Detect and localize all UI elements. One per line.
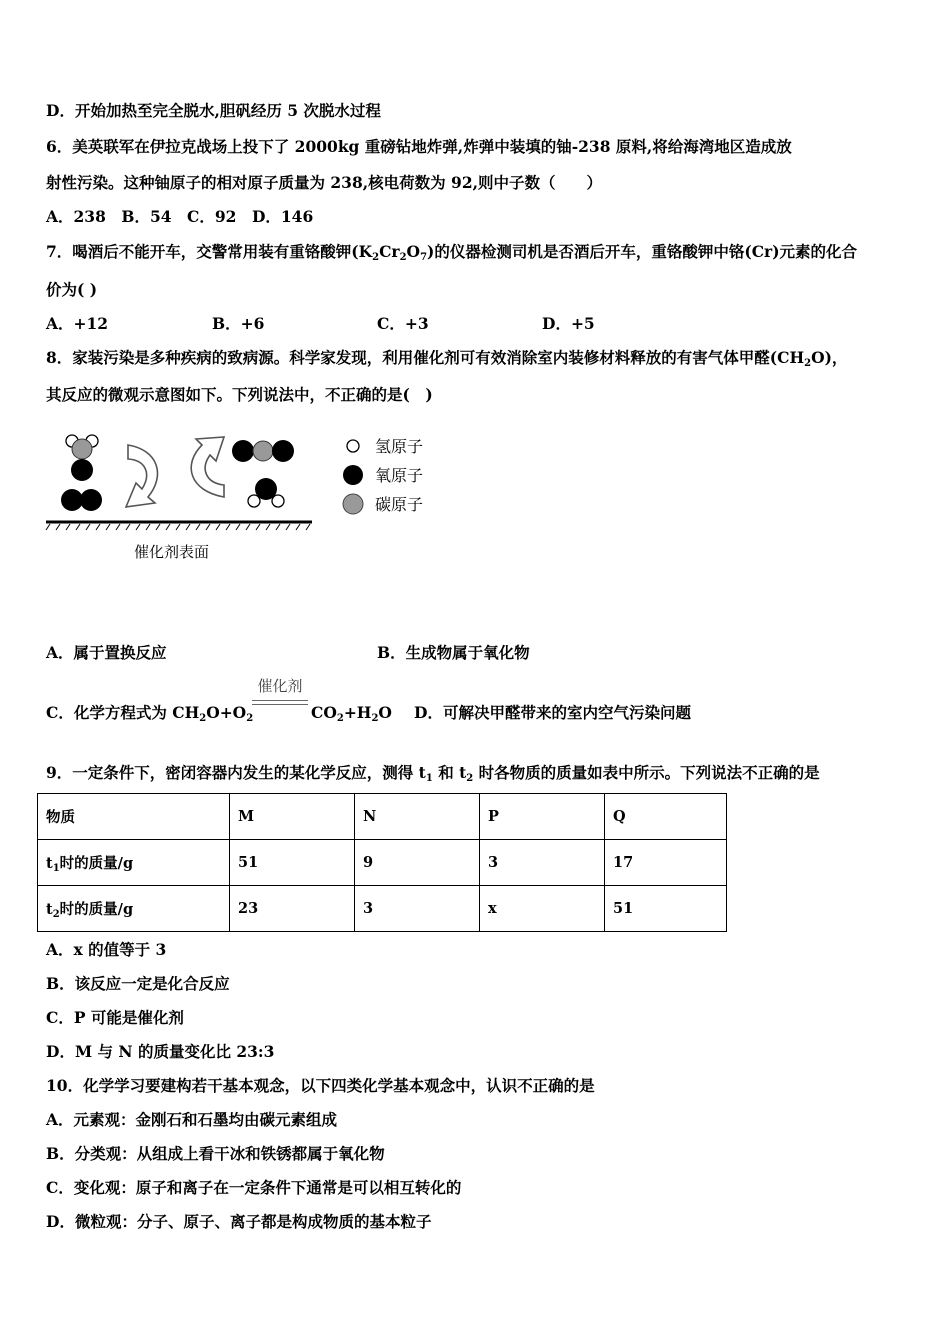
table-header-cell: M xyxy=(230,794,355,840)
curved-arrow-down-icon xyxy=(126,445,158,507)
q7-stem-line2: 价为( ) xyxy=(46,280,98,299)
oxygen-atom xyxy=(61,489,83,511)
legend-carbon-icon xyxy=(343,494,363,514)
table-cell: 17 xyxy=(605,840,727,886)
table-header-row xyxy=(38,794,727,840)
q8-stem-line1: 8．家装污染是多种疾病的致病源。科学家发现，利用催化剂可有效消除室内装修材料释放的有害气体甲醛$(CH_2O)$， xyxy=(46,348,848,369)
catalyst-equals-sign xyxy=(252,676,308,705)
carbon-atom xyxy=(253,441,273,461)
table-cell: 3 xyxy=(480,840,605,886)
table-cell: 51 xyxy=(605,886,727,932)
q8-option-a: A．属于置换反应 xyxy=(46,643,167,662)
reaction-diagram xyxy=(40,425,460,570)
catalyst-label: 催化剂 xyxy=(257,677,303,695)
q9-option-d: D．M 与 N 的质量变化比 23:3 xyxy=(46,1042,275,1061)
table-header-cell: N xyxy=(355,794,480,840)
q10-option-a: A．元素观：金刚石和石墨均由碳元素组成 xyxy=(46,1110,338,1129)
q6-stem-line1: 6．美英联军在伊拉克战场上投下了 2000kg 重磅钻地炸弹,炸弹中装填的铀-238 原料,将给海湾地区造成放 xyxy=(46,137,792,156)
table-row xyxy=(38,840,727,886)
table-cell: x xyxy=(480,886,605,932)
legend-hydrogen-label: 氢原子 xyxy=(375,437,424,456)
q6-options: A．238 B．54 C．92 D．146 xyxy=(46,207,314,226)
q10-stem: 10．化学学习要建构若干基本观念，以下四类化学基本观念中，认识不正确的是 xyxy=(46,1076,595,1095)
q7-option-b: B．+6 xyxy=(212,314,265,333)
q7-option-c: C．+3 xyxy=(377,314,429,333)
q7-stem-line1: 7．喝酒后不能开车，交警常用装有重铬酸钾$(K_2Cr_2O_7)$的仪器检测司机是否酒后开车，重铬酸钾中铬(Cr)元素的化合 xyxy=(46,242,858,263)
q7-option-d: D．+5 xyxy=(542,314,595,333)
q10-option-b: B．分类观：从组成上看干冰和铁锈都属于氧化物 xyxy=(46,1144,385,1163)
surface-hatching xyxy=(46,524,310,530)
table-header-cell: Q xyxy=(605,794,727,840)
legend-carbon-label: 碳原子 xyxy=(375,495,424,514)
table-cell: 23 xyxy=(230,886,355,932)
q7-option-a: A．+12 xyxy=(46,314,109,333)
q8-option-b: B．生成物属于氧化物 xyxy=(377,643,530,662)
hydrogen-atom xyxy=(248,495,260,507)
q10-option-c: C．变化观：原子和离子在一定条件下通常是可以相互转化的 xyxy=(46,1178,462,1197)
table-cell: 9 xyxy=(355,840,480,886)
q5-option-d: D．开始加热至完全脱水,胆矾经历 5 次脱水过程 xyxy=(46,101,381,120)
legend-hydrogen-icon xyxy=(347,440,359,452)
legend-oxygen-label: 氧原子 xyxy=(375,466,424,485)
q6-stem-line2: 射性污染。这种铀原子的相对原子质量为 238,核电荷数为 92,则中子数（ ） xyxy=(46,173,603,192)
oxygen-atom xyxy=(232,440,254,462)
q8-stem-line2: 其反应的微观示意图如下。下列说法中，不正确的是( ) xyxy=(46,385,433,404)
q9-option-b: B．该反应一定是化合反应 xyxy=(46,974,230,993)
table-row xyxy=(38,886,727,932)
curved-arrow-up-icon xyxy=(191,437,224,497)
oxygen-atom xyxy=(71,459,93,481)
carbon-atom xyxy=(72,439,92,459)
q8-option-d: D．可解决甲醛带来的室内空气污染问题 xyxy=(414,703,691,722)
hydrogen-atom xyxy=(272,495,284,507)
table-row-label: $t_2$时的质量/g xyxy=(38,886,230,932)
table-cell: 3 xyxy=(355,886,480,932)
table-header-cell: P xyxy=(480,794,605,840)
q9-option-c: C．P 可能是催化剂 xyxy=(46,1008,184,1027)
table-cell: 51 xyxy=(230,840,355,886)
q9-stem: 9．一定条件下，密闭容器内发生的某化学反应，测得 $t_1$ 和 $t_2$ 时各物质的质量如表中所示。下列说法不正确的是 xyxy=(46,763,820,784)
table-header-cell: 物质 xyxy=(38,794,230,840)
oxygen-atom xyxy=(272,440,294,462)
catalyst-surface-label: 催化剂表面 xyxy=(134,543,210,561)
mass-table xyxy=(37,793,727,932)
legend-oxygen-icon xyxy=(343,465,363,485)
q10-option-d: D．微粒观：分子、原子、离子都是构成物质的基本粒子 xyxy=(46,1212,432,1231)
q8-option-c-products: $CO_2+H_2O$ xyxy=(311,703,392,724)
oxygen-atom xyxy=(80,489,102,511)
table-row-label: $t_1$时的质量/g xyxy=(38,840,230,886)
q8-option-c: C．化学方程式为 $CH_2O+O_2$ xyxy=(46,703,254,724)
q9-option-a: A．x 的值等于 3 xyxy=(46,940,167,959)
